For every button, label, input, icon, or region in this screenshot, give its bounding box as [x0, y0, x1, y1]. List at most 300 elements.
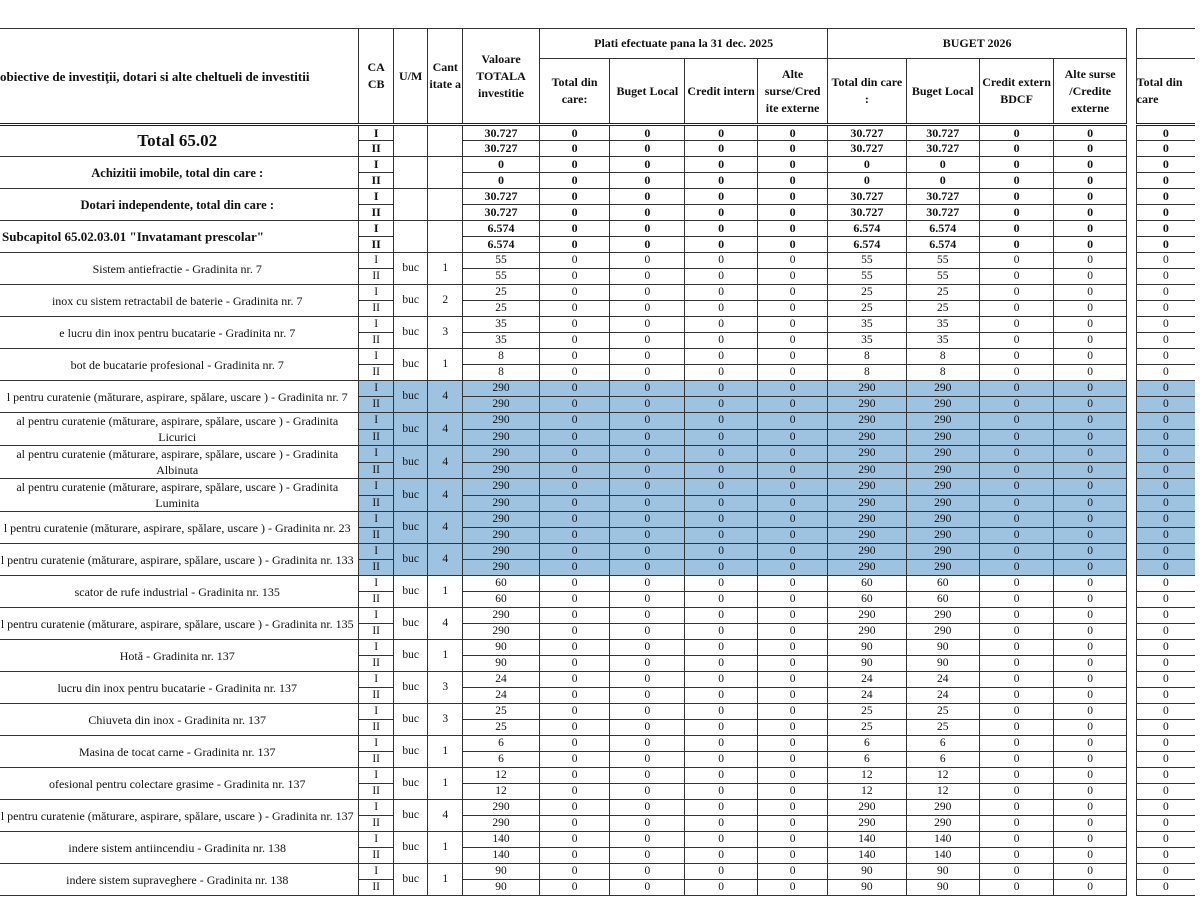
- header-cacb: [359, 29, 393, 125]
- cell-next-total: 0: [1136, 141, 1195, 157]
- cell-valoare: 90: [463, 880, 540, 896]
- cell-plati-buget-local: 0: [610, 269, 685, 285]
- cell-buget-credit-extern: 0: [979, 446, 1053, 463]
- cell-gap: [1127, 495, 1137, 512]
- row-name: scator de rufe industrial - Gradinita nr. 135: [0, 576, 359, 608]
- row-um: [393, 125, 428, 157]
- row-um: buc: [393, 768, 428, 800]
- cell-plati-buget-local: 0: [610, 800, 685, 816]
- cell-buget-total: 290: [828, 495, 906, 512]
- cell-buget-local: 25: [906, 301, 979, 317]
- cell-valoare: 25: [463, 720, 540, 736]
- cell-plati-total: 0: [539, 688, 609, 704]
- cell-gap: [1127, 672, 1137, 688]
- cell-buget-total: 90: [828, 864, 906, 880]
- row-cant: 4: [428, 544, 463, 576]
- cell-plati-credit-intern: 0: [685, 800, 757, 816]
- row-cacb: II: [359, 365, 393, 381]
- cell-plati-credit-intern: 0: [685, 656, 757, 672]
- cell-buget-credit-extern: 0: [979, 800, 1053, 816]
- cell-plati-alte-surse: 0: [757, 624, 827, 640]
- cell-plati-alte-surse: 0: [757, 800, 827, 816]
- cell-plati-alte-surse: 0: [757, 592, 827, 608]
- cell-buget-total: 290: [828, 560, 906, 576]
- row-cacb: II: [359, 560, 393, 576]
- cell-plati-buget-local: 0: [610, 141, 685, 157]
- cell-plati-credit-intern: 0: [685, 237, 757, 253]
- cell-valoare: 6: [463, 752, 540, 768]
- cell-gap: [1127, 479, 1137, 496]
- cell-plati-total: 0: [539, 720, 609, 736]
- cell-plati-buget-local: 0: [610, 816, 685, 832]
- cell-buget-alte-surse: 0: [1054, 495, 1127, 512]
- cell-plati-total: 0: [539, 704, 609, 720]
- header-plati-buget-local: Buget Local: [610, 59, 685, 125]
- cell-gap: [1127, 784, 1137, 800]
- cell-plati-total: 0: [539, 512, 609, 528]
- cell-buget-alte-surse: 0: [1054, 736, 1127, 752]
- cell-plati-credit-intern: 0: [685, 365, 757, 381]
- cell-plati-alte-surse: 0: [757, 349, 827, 365]
- cell-buget-credit-extern: 0: [979, 880, 1053, 896]
- row-cant: 4: [428, 413, 463, 446]
- cell-buget-credit-extern: 0: [979, 381, 1053, 397]
- cell-next-total: 0: [1136, 704, 1195, 720]
- row-um: buc: [393, 576, 428, 608]
- cell-gap: [1127, 512, 1137, 528]
- cell-buget-alte-surse: 0: [1054, 446, 1127, 463]
- cell-plati-total: 0: [539, 784, 609, 800]
- cell-plati-total: 0: [539, 317, 609, 333]
- table-row: [0, 544, 1195, 560]
- cell-plati-total: 0: [539, 237, 609, 253]
- cell-valoare: 290: [463, 544, 540, 560]
- cell-plati-alte-surse: 0: [757, 253, 827, 269]
- cell-buget-alte-surse: 0: [1054, 640, 1127, 656]
- cell-buget-alte-surse: 0: [1054, 560, 1127, 576]
- cell-buget-total: 12: [828, 784, 906, 800]
- cell-next-total: 0: [1136, 333, 1195, 349]
- cell-buget-credit-extern: 0: [979, 576, 1053, 592]
- cell-plati-buget-local: 0: [610, 365, 685, 381]
- cell-gap: [1127, 381, 1137, 397]
- cell-buget-local: 290: [906, 528, 979, 544]
- cell-valoare: 290: [463, 429, 540, 446]
- cell-buget-credit-extern: 0: [979, 285, 1053, 301]
- cell-valoare: 90: [463, 864, 540, 880]
- cell-valoare: 6: [463, 736, 540, 752]
- cell-plati-credit-intern: 0: [685, 704, 757, 720]
- cell-gap: [1127, 768, 1137, 784]
- cell-next-total: 0: [1136, 512, 1195, 528]
- table-row: [0, 768, 1195, 784]
- cell-next-total: 0: [1136, 752, 1195, 768]
- row-cant: 2: [428, 285, 463, 317]
- cell-plati-credit-intern: 0: [685, 141, 757, 157]
- row-cacb: II: [359, 656, 393, 672]
- cell-plati-total: 0: [539, 365, 609, 381]
- cell-buget-local: 90: [906, 880, 979, 896]
- cell-buget-local: 6: [906, 752, 979, 768]
- cell-plati-total: 0: [539, 608, 609, 624]
- cell-plati-alte-surse: 0: [757, 752, 827, 768]
- cell-buget-credit-extern: 0: [979, 462, 1053, 479]
- cell-valoare: 0: [463, 173, 540, 189]
- table-row: [0, 221, 1195, 237]
- cell-gap: [1127, 624, 1137, 640]
- cell-buget-alte-surse: 0: [1054, 285, 1127, 301]
- cell-buget-total: 0: [828, 157, 906, 173]
- cell-plati-credit-intern: 0: [685, 205, 757, 221]
- cell-buget-credit-extern: 0: [979, 720, 1053, 736]
- row-um: buc: [393, 413, 428, 446]
- cell-plati-total: 0: [539, 205, 609, 221]
- cell-plati-credit-intern: 0: [685, 125, 757, 141]
- cell-next-total: 0: [1136, 624, 1195, 640]
- row-um: buc: [393, 672, 428, 704]
- cell-plati-total: 0: [539, 429, 609, 446]
- header-next-group: [1136, 29, 1195, 59]
- row-name: l pentru curatenie (măturare, aspirare, spălare, uscare ) - Gradinita nr. 133: [0, 544, 359, 576]
- cell-buget-alte-surse: 0: [1054, 800, 1127, 816]
- row-cant: 3: [428, 317, 463, 349]
- cell-buget-total: 8: [828, 365, 906, 381]
- row-cacb: II: [359, 752, 393, 768]
- row-cacb: I: [359, 512, 393, 528]
- cell-gap: [1127, 205, 1137, 221]
- header-plati-alte-surse: Alte surse/Cred ite externe: [757, 59, 827, 125]
- row-cacb: I: [359, 157, 393, 173]
- cell-buget-alte-surse: 0: [1054, 189, 1127, 205]
- cell-plati-total: 0: [539, 592, 609, 608]
- table-row: [0, 157, 1195, 173]
- cell-plati-credit-intern: 0: [685, 528, 757, 544]
- cell-buget-total: 290: [828, 429, 906, 446]
- cell-plati-total: 0: [539, 768, 609, 784]
- row-cant: 1: [428, 640, 463, 672]
- cell-plati-alte-surse: 0: [757, 495, 827, 512]
- cell-plati-total: 0: [539, 864, 609, 880]
- cell-buget-total: 35: [828, 333, 906, 349]
- cell-buget-credit-extern: 0: [979, 365, 1053, 381]
- cell-buget-total: 25: [828, 301, 906, 317]
- row-cacb: I: [359, 544, 393, 560]
- cell-plati-buget-local: 0: [610, 205, 685, 221]
- cell-plati-buget-local: 0: [610, 495, 685, 512]
- cell-buget-total: 25: [828, 285, 906, 301]
- cell-plati-buget-local: 0: [610, 592, 685, 608]
- cell-next-total: 0: [1136, 221, 1195, 237]
- cell-buget-credit-extern: 0: [979, 544, 1053, 560]
- cell-buget-local: 6.574: [906, 237, 979, 253]
- header-buget-alte-surse: Alte surse /Credite externe: [1054, 59, 1127, 125]
- row-cant: 1: [428, 576, 463, 608]
- cell-next-total: 0: [1136, 560, 1195, 576]
- table-row: [0, 285, 1195, 301]
- row-name: l pentru curatenie (măturare, aspirare, spălare, uscare ) - Gradinita nr. 23: [0, 512, 359, 544]
- row-cacb: II: [359, 141, 393, 157]
- cell-plati-alte-surse: 0: [757, 608, 827, 624]
- cell-next-total: 0: [1136, 688, 1195, 704]
- row-cacb: II: [359, 720, 393, 736]
- cell-plati-alte-surse: 0: [757, 141, 827, 157]
- cell-gap: [1127, 189, 1137, 205]
- cell-next-total: 0: [1136, 349, 1195, 365]
- cell-plati-alte-surse: 0: [757, 832, 827, 848]
- cell-plati-alte-surse: 0: [757, 205, 827, 221]
- cell-next-total: 0: [1136, 528, 1195, 544]
- cell-next-total: 0: [1136, 317, 1195, 333]
- cell-buget-credit-extern: 0: [979, 784, 1053, 800]
- cell-valoare: 290: [463, 446, 540, 463]
- cell-valoare: 55: [463, 269, 540, 285]
- header-group-plati: Plati efectuate pana la 31 dec. 2025: [539, 29, 827, 59]
- cell-plati-total: 0: [539, 479, 609, 496]
- cell-plati-total: 0: [539, 880, 609, 896]
- cell-plati-total: 0: [539, 495, 609, 512]
- row-um: buc: [393, 544, 428, 576]
- cell-plati-total: 0: [539, 672, 609, 688]
- row-cacb: II: [359, 397, 393, 413]
- cell-buget-total: 290: [828, 397, 906, 413]
- cell-gap: [1127, 446, 1137, 463]
- header-ca: CA: [367, 60, 385, 74]
- cell-buget-local: 55: [906, 253, 979, 269]
- cell-valoare: 290: [463, 413, 540, 430]
- cell-plati-alte-surse: 0: [757, 656, 827, 672]
- cell-buget-alte-surse: 0: [1054, 365, 1127, 381]
- cell-plati-alte-surse: 0: [757, 672, 827, 688]
- cell-next-total: 0: [1136, 301, 1195, 317]
- cell-buget-alte-surse: 0: [1054, 333, 1127, 349]
- cell-plati-buget-local: 0: [610, 672, 685, 688]
- cell-plati-buget-local: 0: [610, 736, 685, 752]
- header-buget-total: Total din care :: [828, 59, 906, 125]
- cell-plati-buget-local: 0: [610, 784, 685, 800]
- cell-buget-total: 290: [828, 462, 906, 479]
- cell-buget-local: 290: [906, 544, 979, 560]
- cell-gap: [1127, 880, 1137, 896]
- cell-gap: [1127, 800, 1137, 816]
- cell-next-total: 0: [1136, 462, 1195, 479]
- row-cant: 4: [428, 446, 463, 479]
- row-cant: 1: [428, 736, 463, 768]
- row-um: buc: [393, 317, 428, 349]
- cell-buget-credit-extern: 0: [979, 221, 1053, 237]
- cell-buget-total: 6: [828, 752, 906, 768]
- row-name: Achizitii imobile, total din care :: [0, 157, 359, 189]
- cell-plati-buget-local: 0: [610, 640, 685, 656]
- cell-valoare: 90: [463, 640, 540, 656]
- cell-plati-total: 0: [539, 125, 609, 141]
- cell-plati-alte-surse: 0: [757, 479, 827, 496]
- table-row: [0, 736, 1195, 752]
- row-cacb: I: [359, 640, 393, 656]
- cell-buget-credit-extern: 0: [979, 592, 1053, 608]
- cell-buget-local: 90: [906, 864, 979, 880]
- cell-plati-total: 0: [539, 301, 609, 317]
- cell-buget-local: 290: [906, 429, 979, 446]
- cell-buget-total: 290: [828, 512, 906, 528]
- cell-valoare: 140: [463, 832, 540, 848]
- row-cacb: I: [359, 672, 393, 688]
- cell-next-total: 0: [1136, 205, 1195, 221]
- cell-buget-alte-surse: 0: [1054, 205, 1127, 221]
- cell-plati-buget-local: 0: [610, 221, 685, 237]
- cell-plati-buget-local: 0: [610, 479, 685, 496]
- cell-next-total: 0: [1136, 576, 1195, 592]
- row-cacb: II: [359, 333, 393, 349]
- table-row: [0, 608, 1195, 624]
- row-name: bot de bucatarie profesional - Gradinita nr. 7: [0, 349, 359, 381]
- cell-buget-local: 140: [906, 848, 979, 864]
- cell-plati-alte-surse: 0: [757, 880, 827, 896]
- table-row: [0, 317, 1195, 333]
- cell-gap: [1127, 544, 1137, 560]
- cell-valoare: 290: [463, 512, 540, 528]
- cell-plati-credit-intern: 0: [685, 429, 757, 446]
- cell-next-total: 0: [1136, 592, 1195, 608]
- cell-plati-alte-surse: 0: [757, 736, 827, 752]
- table-row: [0, 832, 1195, 848]
- cell-plati-credit-intern: 0: [685, 317, 757, 333]
- cell-valoare: 25: [463, 285, 540, 301]
- row-cant: 4: [428, 512, 463, 544]
- cell-plati-alte-surse: 0: [757, 157, 827, 173]
- cell-plati-buget-local: 0: [610, 576, 685, 592]
- cell-plati-credit-intern: 0: [685, 381, 757, 397]
- cell-buget-local: 0: [906, 157, 979, 173]
- cell-buget-alte-surse: 0: [1054, 592, 1127, 608]
- cell-buget-alte-surse: 0: [1054, 512, 1127, 528]
- cell-buget-local: 90: [906, 656, 979, 672]
- cell-gap: [1127, 269, 1137, 285]
- cell-buget-alte-surse: 0: [1054, 720, 1127, 736]
- cell-valoare: 290: [463, 495, 540, 512]
- cell-next-total: 0: [1136, 800, 1195, 816]
- cell-plati-total: 0: [539, 832, 609, 848]
- cell-plati-credit-intern: 0: [685, 349, 757, 365]
- cell-plati-total: 0: [539, 173, 609, 189]
- cell-plati-buget-local: 0: [610, 880, 685, 896]
- row-name: Chiuveta din inox - Gradinita nr. 137: [0, 704, 359, 736]
- cell-plati-alte-surse: 0: [757, 221, 827, 237]
- cell-plati-credit-intern: 0: [685, 592, 757, 608]
- cell-buget-credit-extern: 0: [979, 832, 1053, 848]
- row-name: Hotă - Gradinita nr. 137: [0, 640, 359, 672]
- cell-buget-total: 55: [828, 253, 906, 269]
- cell-buget-credit-extern: 0: [979, 141, 1053, 157]
- cell-plati-alte-surse: 0: [757, 446, 827, 463]
- cell-plati-buget-local: 0: [610, 656, 685, 672]
- row-cacb: I: [359, 189, 393, 205]
- cell-valoare: 290: [463, 381, 540, 397]
- cell-plati-total: 0: [539, 640, 609, 656]
- row-cant: 4: [428, 800, 463, 832]
- cell-plati-alte-surse: 0: [757, 429, 827, 446]
- cell-buget-total: 55: [828, 269, 906, 285]
- cell-buget-local: 290: [906, 624, 979, 640]
- cell-next-total: 0: [1136, 157, 1195, 173]
- cell-valoare: 6.574: [463, 237, 540, 253]
- cell-plati-credit-intern: 0: [685, 576, 757, 592]
- cell-buget-alte-surse: 0: [1054, 413, 1127, 430]
- table-row: [0, 446, 1195, 463]
- cell-plati-total: 0: [539, 285, 609, 301]
- cell-gap: [1127, 656, 1137, 672]
- cell-valoare: 30.727: [463, 125, 540, 141]
- cell-plati-buget-local: 0: [610, 560, 685, 576]
- cell-plati-total: 0: [539, 800, 609, 816]
- cell-plati-alte-surse: 0: [757, 816, 827, 832]
- cell-buget-total: 90: [828, 880, 906, 896]
- cell-buget-alte-surse: 0: [1054, 880, 1127, 896]
- cell-plati-buget-local: 0: [610, 349, 685, 365]
- cell-buget-total: 290: [828, 413, 906, 430]
- cell-plati-alte-surse: 0: [757, 560, 827, 576]
- cell-gap: [1127, 317, 1137, 333]
- row-name: al pentru curatenie (măturare, aspirare, spălare, uscare ) - Gradinita Licurici: [0, 413, 359, 446]
- cell-plati-alte-surse: 0: [757, 688, 827, 704]
- cell-valoare: 290: [463, 560, 540, 576]
- cell-plati-total: 0: [539, 736, 609, 752]
- table-row: [0, 253, 1195, 269]
- row-cacb: I: [359, 317, 393, 333]
- cell-valoare: 0: [463, 157, 540, 173]
- cell-buget-total: 140: [828, 832, 906, 848]
- cell-buget-total: 90: [828, 640, 906, 656]
- cell-buget-local: 60: [906, 576, 979, 592]
- cell-gap: [1127, 560, 1137, 576]
- cell-buget-local: 290: [906, 446, 979, 463]
- cell-buget-credit-extern: 0: [979, 269, 1053, 285]
- cell-gap: [1127, 640, 1137, 656]
- row-name: Total 65.02: [0, 125, 359, 157]
- cell-buget-credit-extern: 0: [979, 560, 1053, 576]
- cell-buget-credit-extern: 0: [979, 495, 1053, 512]
- cell-buget-alte-surse: 0: [1054, 141, 1127, 157]
- cell-buget-local: 90: [906, 640, 979, 656]
- cell-gap: [1127, 864, 1137, 880]
- cell-plati-alte-surse: 0: [757, 173, 827, 189]
- row-name: Subcapitol 65.02.03.01 "Invatamant prescolar": [0, 221, 359, 253]
- row-cacb: II: [359, 816, 393, 832]
- cell-plati-credit-intern: 0: [685, 173, 757, 189]
- cell-plati-credit-intern: 0: [685, 720, 757, 736]
- cell-plati-credit-intern: 0: [685, 479, 757, 496]
- table-row: [0, 125, 1195, 141]
- cell-valoare: 30.727: [463, 141, 540, 157]
- table-row: [0, 189, 1195, 205]
- cell-next-total: 0: [1136, 173, 1195, 189]
- cell-next-total: 0: [1136, 479, 1195, 496]
- cell-buget-credit-extern: 0: [979, 349, 1053, 365]
- cell-plati-credit-intern: 0: [685, 301, 757, 317]
- cell-valoare: 290: [463, 479, 540, 496]
- row-name: al pentru curatenie (măturare, aspirare, spălare, uscare ) - Gradinita Albinuta: [0, 446, 359, 479]
- cell-plati-buget-local: 0: [610, 832, 685, 848]
- cell-buget-alte-surse: 0: [1054, 624, 1127, 640]
- cell-plati-total: 0: [539, 157, 609, 173]
- cell-plati-alte-surse: 0: [757, 397, 827, 413]
- row-cant: 4: [428, 381, 463, 413]
- cell-buget-credit-extern: 0: [979, 624, 1053, 640]
- row-cacb: II: [359, 528, 393, 544]
- cell-gap: [1127, 125, 1137, 141]
- cell-plati-buget-local: 0: [610, 720, 685, 736]
- cell-plati-credit-intern: 0: [685, 736, 757, 752]
- cell-plati-total: 0: [539, 446, 609, 463]
